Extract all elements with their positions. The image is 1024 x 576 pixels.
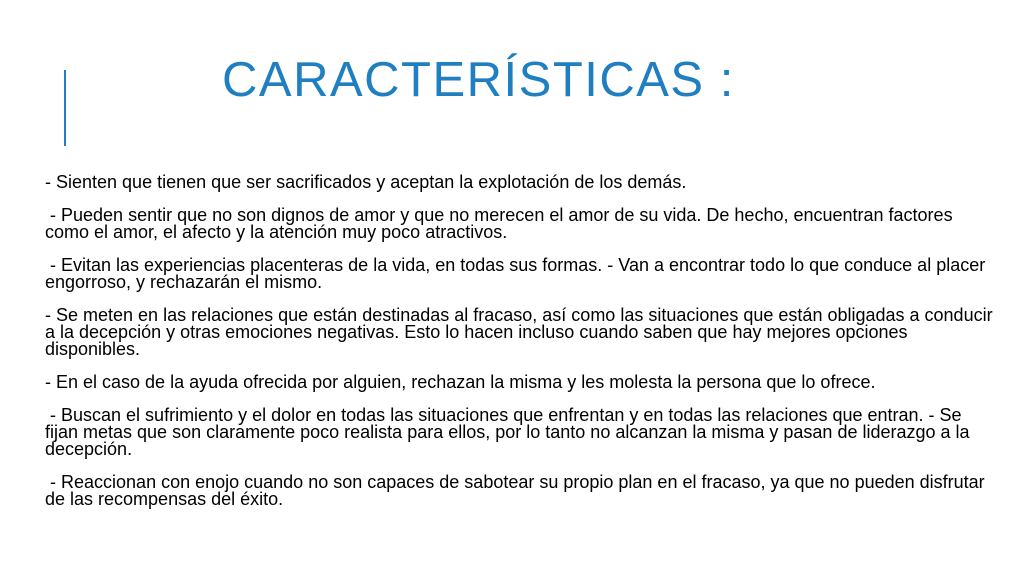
body-paragraph-1: - Sienten que tienen que ser sacrificados y aceptan la explotación de los demás. — [45, 172, 687, 192]
body-paragraph-3: - Evitan las experiencias placenteras de la vida, en todas sus formas. - Van a encontrar todo lo que conduce al placer engorroso, y rechazarán el mismo. — [45, 255, 991, 292]
body-paragraph-5: - En el caso de la ayuda ofrecida por alguien, rechazan la misma y les molesta la persona que lo ofrece. — [45, 372, 876, 392]
title-accent-bar — [64, 70, 66, 146]
slide-body — [45, 172, 998, 524]
body-paragraph-7: - Reaccionan con enojo cuando no son capaces de sabotear su propio plan en el fracaso, ya que no pueden disfrutar de las recompensas del éxito. — [45, 472, 990, 509]
slide-title: CARACTERÍSTICAS : — [222, 53, 735, 107]
body-paragraph-2: - Pueden sentir que no son dignos de amor y que no merecen el amor de su vida. De hecho, encuentran factores como el amor, el afecto y la atención muy poco atractivos. — [45, 205, 958, 242]
body-paragraph-6: - Buscan el sufrimiento y el dolor en todas las situaciones que enfrentan y en todas las relaciones que entran. - Se fijan metas que son claramente poco realista para ellos, por lo tanto no alcanzan la misma y pasan de liderazgo a la decepción. — [45, 405, 975, 459]
body-paragraph-4: - Se meten en las relaciones que están destinadas al fracaso, así como las situaciones que están obligadas a conducir a la decepción y otras emociones negativas. Esto lo hacen incluso cuando saben que hay mejores opciones disponibles. — [45, 305, 998, 359]
